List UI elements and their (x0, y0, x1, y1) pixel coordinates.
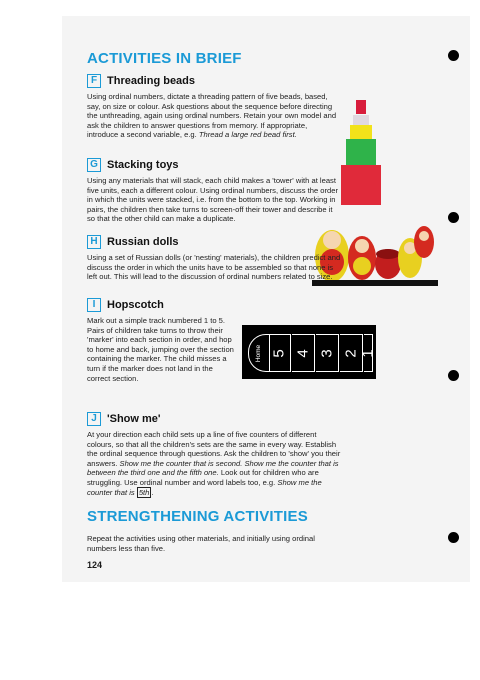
section-letter: J (87, 412, 101, 426)
section-body: Using a set of Russian dolls (or 'nesting' materials), the children predict and discuss the order in which the units have to be assembled so that none is left out. This will lead to the discussion of ordinal numbers related to size. (87, 253, 341, 282)
section-hopscotch (87, 298, 235, 383)
hopscotch-cell: 3 (316, 334, 339, 372)
hopscotch-track-illustration (242, 325, 376, 379)
strengthening-body: Repeat the activities using other materials, and initially using ordinal numbers less than five. (87, 534, 315, 553)
heading-strengthening-activities: STRENGTHENING ACTIVITIES (87, 508, 308, 525)
binder-hole-4 (448, 532, 459, 543)
section-russian-dolls (87, 235, 343, 282)
section-title: Stacking toys (107, 159, 179, 171)
section-threading-beads (87, 74, 339, 140)
section-letter: I (87, 298, 101, 312)
hopscotch-cell: 2 (340, 334, 363, 372)
section-body: At your direction each child sets up a line of five counters of different colours, so that all the children's sets are the same in every way. Establish the ordinal sequence through questions. Ask the children to 'show' you their answers. Show me the counter that is second. Show me the counter that is between the third one and the fifth one. Look out for children who are struggling. Use ordinal number and word labels too, e.g. Show me the counter that is 5th . (87, 430, 341, 497)
page-number: 124 (87, 560, 103, 570)
section-strengthening (87, 534, 339, 553)
section-body: Using ordinal numbers, dictate a threading pattern of five beads, based, say, on size or colour. Ask questions about the sequence before directing the unthreading, again using ordinal numbers. Retain your own model and ask the children to answer questions from memory. If appropriate, introduce a second variable, e.g. Thread a large red bead first. (87, 92, 337, 140)
hopscotch-cell: 4 (292, 334, 315, 372)
section-stacking-toys (87, 158, 339, 224)
section-letter: H (87, 235, 101, 249)
heading-activities-in-brief: ACTIVITIES IN BRIEF (87, 50, 242, 67)
hopscotch-cell: 5 (268, 334, 291, 372)
section-title: Hopscotch (107, 299, 164, 311)
section-body: Mark out a simple track numbered 1 to 5. Pairs of children take turns to throw their 'marker' into each section in order, and hop to home and back, jumping over the section containing the marker. The child misses a turn if the marker does not land in the correct section. (87, 316, 234, 383)
binder-hole-1 (448, 50, 459, 61)
section-title: Russian dolls (107, 236, 179, 248)
section-letter: F (87, 74, 101, 88)
section-body: Using any materials that will stack, each child makes a 'tower' with at least five units, each a different colour. Using ordinal numbers, discuss the order in which the units were stacked, i.e. from the bottom to the top. Working in pairs, the children then take turns to screen-off their tower and describe it so that the other child can make a duplicate. (87, 176, 339, 224)
ordinal-label-box: 5th (138, 487, 150, 497)
hopscotch-cell: 1 (364, 334, 373, 372)
stacking-toy-illustration (338, 98, 384, 210)
section-show-me (87, 412, 345, 497)
binder-hole-3 (448, 370, 459, 381)
binder-hole-2 (448, 212, 459, 223)
section-title: Threading beads (107, 75, 196, 87)
hopscotch-home: Home (248, 334, 270, 372)
section-letter: G (87, 158, 101, 172)
section-title: 'Show me' (107, 413, 161, 425)
